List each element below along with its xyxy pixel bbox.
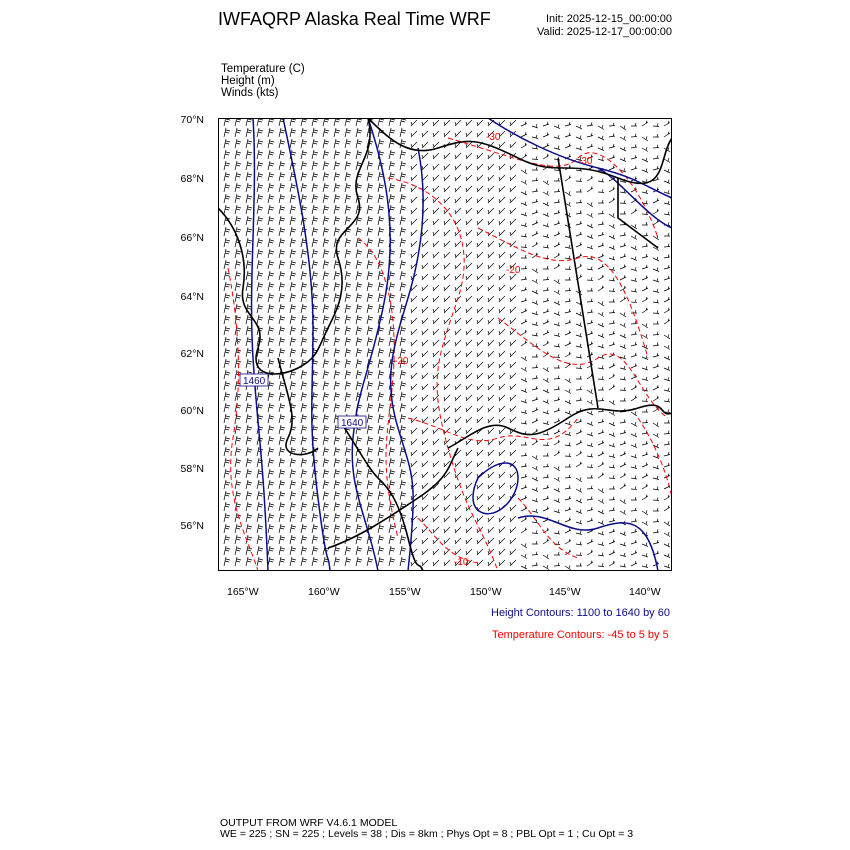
model-version: OUTPUT FROM WRF V4.6.1 MODEL bbox=[220, 817, 398, 829]
wrf-map bbox=[218, 118, 672, 571]
lat-label: 64°N bbox=[180, 291, 204, 303]
lon-label: 160°W bbox=[308, 586, 340, 598]
temperature-label: -30 bbox=[486, 132, 501, 143]
lon-label: 150°W bbox=[470, 586, 502, 598]
model-footer bbox=[220, 818, 633, 840]
temperature-contours-info: Temperature Contours: -45 to 5 by 5 bbox=[492, 629, 669, 641]
temperature-label: -20 bbox=[506, 265, 521, 276]
lon-label: 145°W bbox=[549, 586, 581, 598]
lat-label: 56°N bbox=[180, 520, 204, 532]
lat-label: 62°N bbox=[180, 348, 204, 360]
temperature-label: -30 bbox=[578, 156, 593, 167]
lon-label: 140°W bbox=[629, 586, 661, 598]
field-list bbox=[221, 63, 305, 99]
lon-label: 155°W bbox=[389, 586, 421, 598]
lat-label: 66°N bbox=[180, 232, 204, 244]
height-contours-info: Height Contours: 1100 to 1640 by 60 bbox=[491, 607, 670, 619]
height-label: 1460 bbox=[243, 376, 266, 387]
field-height: Height (m) bbox=[221, 75, 275, 87]
init-time: Init: 2025-12-15_00:00:00 bbox=[546, 13, 672, 25]
lat-label: 58°N bbox=[180, 463, 204, 475]
field-winds: Winds (kts) bbox=[221, 87, 279, 99]
height-label: 1640 bbox=[341, 418, 364, 429]
temperature-label: -10 bbox=[454, 557, 469, 568]
run-times bbox=[537, 13, 672, 39]
lon-label: 165°W bbox=[227, 586, 259, 598]
model-config: WE = 225 ; SN = 225 ; Levels = 38 ; Dis = 8km ; Phys Opt = 8 ; PBL Opt = 1 ; Cu Opt = 3 bbox=[220, 828, 634, 840]
field-temperature: Temperature (C) bbox=[221, 63, 305, 75]
lat-label: 60°N bbox=[180, 405, 204, 417]
valid-time: Valid: 2025-12-17_00:00:00 bbox=[537, 26, 672, 38]
map-title: IWFAQRP Alaska Real Time WRF bbox=[218, 9, 491, 29]
temperature-label: -20 bbox=[394, 356, 409, 367]
lat-label: 68°N bbox=[180, 173, 204, 185]
lat-label: 70°N bbox=[180, 114, 204, 126]
